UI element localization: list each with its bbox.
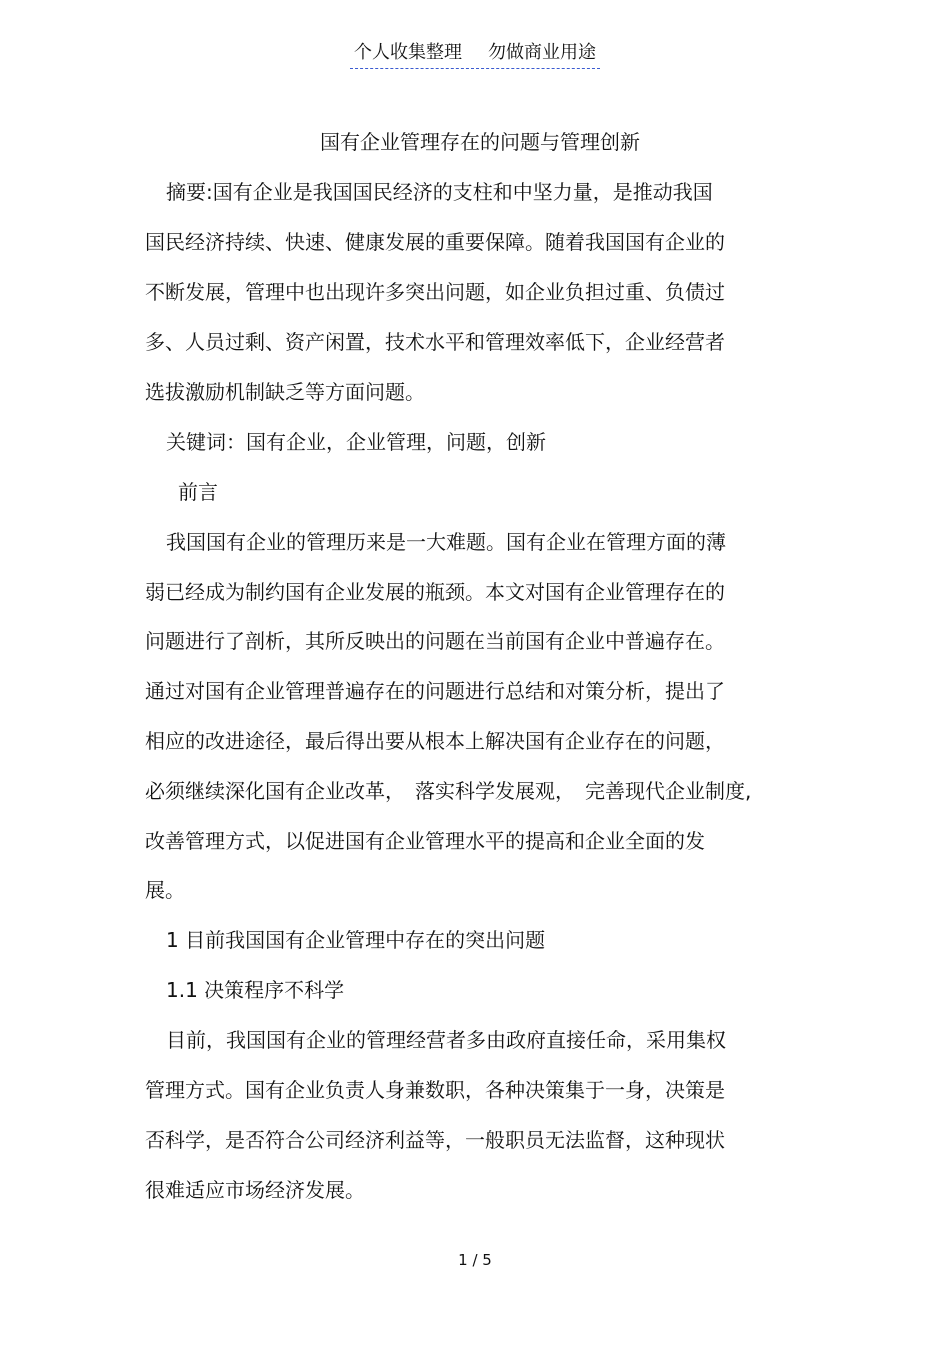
section-1-1-line-3: 否科学，是否符合公司经济利益等，一般职员无法监督，这种现状 <box>145 1128 725 1152</box>
keywords-line: 关键词：国有企业，企业管理，问题，创新 <box>166 430 546 454</box>
header-right-text: 勿做商业用途 <box>488 42 596 63</box>
document-title: 国有企业管理存在的问题与管理创新 <box>320 130 640 154</box>
section-1-1-line-1: 目前，我国国有企业的管理经营者多由政府直接任命，采用集权 <box>166 1028 726 1052</box>
preface-heading: 前言 <box>178 480 218 504</box>
preface-line-4: 通过对国有企业管理普遍存在的问题进行总结和对策分析，提出了 <box>145 679 725 703</box>
page-number: 1 / 5 <box>458 1251 492 1269</box>
preface-line-3: 问题进行了剖析，其所反映出的问题在当前国有企业中普遍存在。 <box>145 629 725 653</box>
preface-line-7: 改善管理方式，以促进国有企业管理水平的提高和企业全面的发 <box>145 829 705 853</box>
abstract-line-2: 国民经济持续、快速、健康发展的重要保障。随着我国国有企业的 <box>145 230 725 254</box>
header-watermark-text <box>350 40 600 69</box>
preface-line-5: 相应的改进途径，最后得出要从根本上解决国有企业存在的问题， <box>145 729 725 753</box>
section-1-1-heading: 1.1 决策程序不科学 <box>166 978 345 1002</box>
preface-line-1: 我国国有企业的管理历来是一大难题。国有企业在管理方面的薄 <box>166 530 726 554</box>
abstract-line-1: 摘要:国有企业是我国国民经济的支柱和中坚力量，是推动我国 <box>166 180 713 204</box>
preface-line-6: 必须继续深化国有企业改革， 落实科学发展观， 完善现代企业制度, <box>145 779 752 803</box>
page-header <box>0 40 950 69</box>
header-left-text: 个人收集整理 <box>354 42 462 63</box>
section-1-heading: 1 目前我国国有企业管理中存在的突出问题 <box>166 928 546 952</box>
preface-line-2: 弱已经成为制约国有企业发展的瓶颈。本文对国有企业管理存在的 <box>145 580 725 604</box>
abstract-line-3: 不断发展，管理中也出现许多突出问题，如企业负担过重、负债过 <box>145 280 725 304</box>
section-1-1-line-4: 很难适应市场经济发展。 <box>145 1178 365 1202</box>
section-1-1-line-2: 管理方式。国有企业负责人身兼数职，各种决策集于一身，决策是 <box>145 1078 725 1102</box>
abstract-line-4: 多、人员过剩、资产闲置，技术水平和管理效率低下，企业经营者 <box>145 330 725 354</box>
abstract-line-5: 选拔激励机制缺乏等方面问题。 <box>145 380 425 404</box>
preface-line-8: 展。 <box>145 878 185 902</box>
